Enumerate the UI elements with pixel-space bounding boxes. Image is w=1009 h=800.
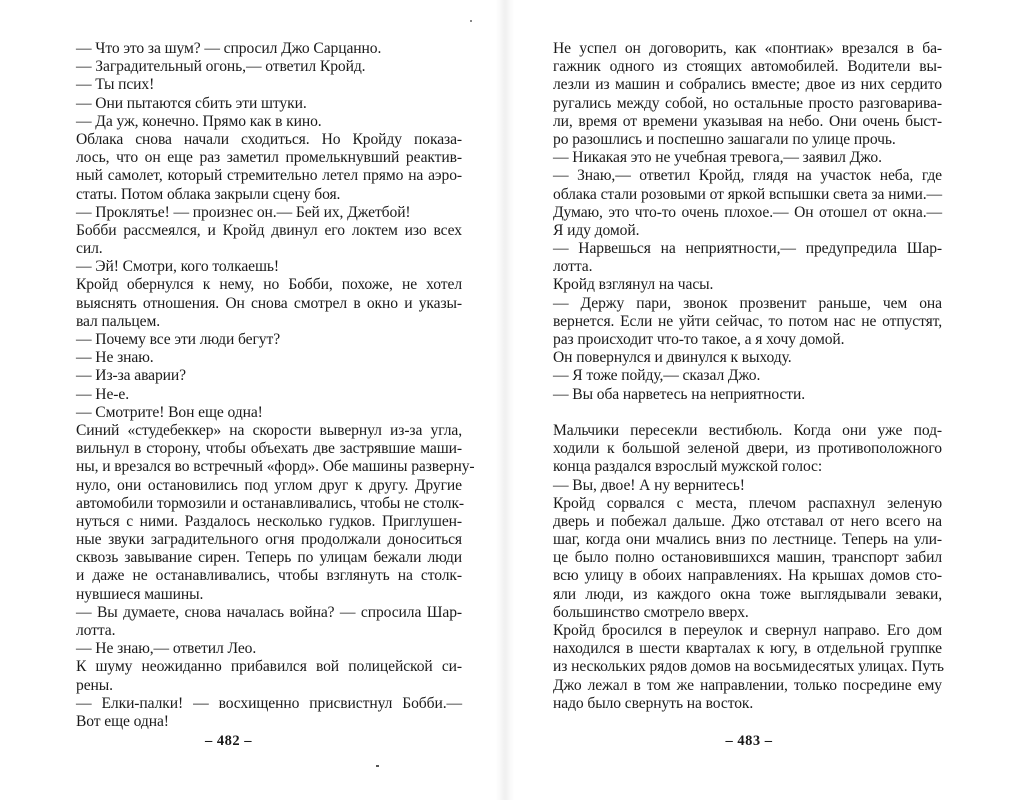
text-line: Облака снова начали сходиться. Но Кройду показа- <box>76 130 462 148</box>
text-line: — Они пытаются сбить эти штуки. <box>76 94 307 112</box>
text-line: — Смотрите! Вон еще одна! <box>76 403 263 421</box>
text-line: нуло, они остановились под углом друг к другу. Другие <box>76 476 462 494</box>
text-line: — Никакая это не учебная тревога,— заявил Джо. <box>553 149 882 167</box>
text-line: — Эй! Смотри, кого толкаешь! <box>76 258 279 276</box>
text-line: сил. <box>76 240 103 258</box>
text-line: ны, и врезался во встречный «форд». Обе машины разверну- <box>76 458 475 476</box>
text-line: — Не знаю. <box>76 349 154 367</box>
text-line: рены. <box>76 676 113 694</box>
text-line: Синий «студебеккер» на скорости вывернул из-за угла, <box>76 421 462 439</box>
text-line: — Вы думаете, снова началась война? — спросила Шар- <box>76 603 462 621</box>
book-gutter-shadow <box>496 0 514 800</box>
text-line: — Ты псих! <box>76 76 155 94</box>
text-line: конца раздался взрослый мужской голос: <box>553 458 823 476</box>
text-line: Думаю, это что-то очень плохое.— Он отошел от окна.— <box>553 203 942 221</box>
left-page-number: – 482 – <box>205 733 252 749</box>
right-page-text <box>553 40 942 713</box>
right-page <box>505 0 1009 800</box>
text-line: Кройд обернулся к нему, но Бобби, похоже, не хотел <box>76 276 462 294</box>
text-line: ходили к большой зеленой двери, из противоположного <box>553 440 942 458</box>
text-line: — Заградительный огонь,— ответил Кройд. <box>76 58 366 76</box>
text-line: — Что это за шум? — спросил Джо Сарцанно. <box>76 40 382 57</box>
right-page-number: – 483 – <box>725 733 773 749</box>
text-line: всю улицу в обоих направлениях. На крышах домов сто- <box>553 567 942 585</box>
text-line: выяснять отношения. Он снова смотрел в окно и указы- <box>76 294 462 312</box>
print-speck <box>470 20 472 22</box>
left-page-text <box>76 40 475 731</box>
text-line: — Вы, двое! А ну вернитесь! <box>553 476 745 494</box>
text-line: Кройд бросился в переулок и свернул направо. Его дом <box>553 622 942 639</box>
print-speck <box>376 765 379 767</box>
text-line: Не успел он договорить, как «понтиак» врезался в ба- <box>553 40 942 57</box>
text-line: гажник одного из стоящих автомобилей. Водители вы- <box>553 58 942 76</box>
text-line: Кройд сорвался с места, плечом распахнул зеленую <box>553 494 942 512</box>
text-line: яли люди, из каждого окна тоже выглядывали зеваки, <box>553 585 942 603</box>
text-line: Вот еще одна! <box>76 712 169 730</box>
text-line: Бобби рассмеялся, и Кройд двинул его локтем изо всех <box>76 221 462 239</box>
text-line: ные звуки заградительного огня продолжали доноситься <box>76 531 462 549</box>
text-line: нуться с ними. Раздалось несколько гудков. Приглушен- <box>76 512 462 530</box>
text-line: Мальчики пересекли вестибюль. Когда они уже под- <box>553 421 942 439</box>
text-line: це было полно остановившихся машин, транспорт забил <box>553 549 942 567</box>
text-line: — Проклятье! — произнес он.— Бей их, Джетбой! <box>76 203 411 221</box>
text-line: лось, что он еще раз заметил промелькнувший реактив- <box>76 149 462 167</box>
text-line: Джо лежал в том же направлении, только посредине ему <box>553 676 942 694</box>
text-line: и даже не останавливались, чтобы взглянуть на столк- <box>76 567 462 585</box>
text-line: — Держу пари, звонок прозвенит раньше, чем она <box>553 294 942 312</box>
text-line: — Почему все эти люди бегут? <box>76 331 281 348</box>
text-line: статы. Потом облака закрыли сцену боя. <box>76 185 341 203</box>
text-line: Он повернулся и двинулся к выходу. <box>553 349 792 367</box>
text-line: облака стали розовыми от яркой вспышки света за ними.— <box>553 185 942 203</box>
text-line: шаг, когда они мчались вниз по лестнице. Теперь на ули- <box>553 531 942 549</box>
text-line: — Да уж, конечно. Прямо как в кино. <box>76 112 322 130</box>
text-line: — Не-е. <box>76 385 129 403</box>
text-line: раз происходит что-то такое, а я хочу домой. <box>553 331 845 348</box>
text-line: Кройд взглянул на часы. <box>553 276 714 294</box>
text-line: ругались между собой, но остальные просто разговарива- <box>553 94 942 112</box>
text-line: автомобили тормозили и останавливались, чтобы не столк- <box>76 494 465 512</box>
text-line: — Из-за аварии? <box>76 367 186 385</box>
text-line: ли, время от времени указывая на небо. Они очень быст- <box>553 112 942 130</box>
text-line: — Елки-палки! — восхищенно присвистнул Бобби.— <box>76 694 462 712</box>
text-line: — Не знаю,— ответил Лео. <box>76 640 257 658</box>
text-line: К шуму неожиданно прибавился вой полицейской си- <box>76 658 462 676</box>
text-line: сквозь завывание сирен. Теперь по улицам бежали люди <box>76 549 462 567</box>
text-line: лезли из машин и собрались вместе; двое из них сердито <box>553 76 942 94</box>
text-line: Я иду домой. <box>553 221 640 239</box>
text-line: — Я тоже пойду,— сказал Джо. <box>553 367 761 385</box>
text-line: лотта. <box>76 622 116 639</box>
text-line: дверь и побежал дальше. Джо отставал от него всего на <box>553 512 942 530</box>
text-line: вал пальцем. <box>76 312 161 330</box>
text-line: вернется. Если не уйти сейчас, то потом нас не отпустят, <box>553 312 942 330</box>
text-line: — Вы оба нарветесь на неприятности. <box>553 385 806 403</box>
text-line: ро разошлись и поспешно зашагали по улице прочь. <box>553 130 896 148</box>
text-line <box>553 404 942 422</box>
text-line: вильнул в сторону, чтобы объехать две застрявшие маши- <box>76 440 462 458</box>
text-line: — Нарвешься на неприятности,— предупредила Шар- <box>553 240 942 258</box>
text-line: ный самолет, который стремительно летел прямо на аэро- <box>76 167 462 185</box>
text-line: лотта. <box>553 258 593 276</box>
text-line: надо было свернуть на восток. <box>553 694 754 712</box>
text-line: из нескольких рядов домов на восьмидесятых улицах. Путь <box>553 658 944 676</box>
text-line: находился в шести кварталах к югу, в отдельной группке <box>553 640 942 658</box>
text-line: большинство смотрело вверх. <box>553 603 749 621</box>
text-line: нувшиеся машины. <box>76 585 204 603</box>
text-line: — Знаю,— ответил Кройд, глядя на участок неба, где <box>553 167 942 185</box>
